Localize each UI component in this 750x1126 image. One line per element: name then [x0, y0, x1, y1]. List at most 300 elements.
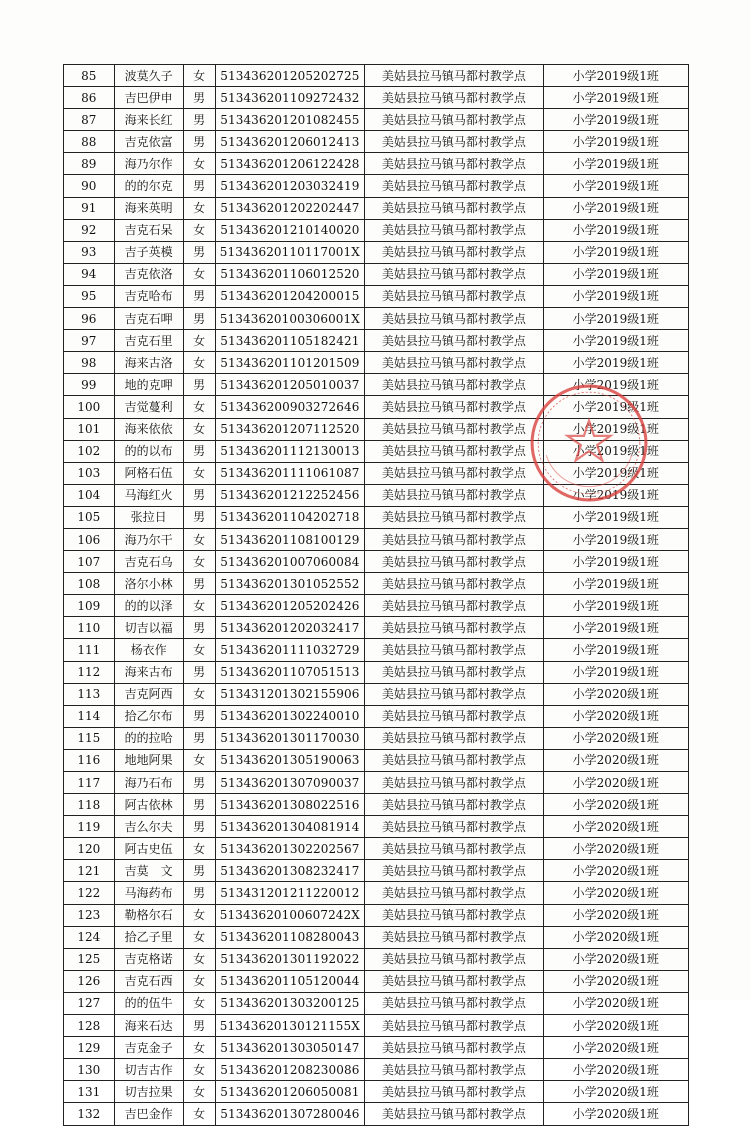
school-name: 美姑县拉马镇马都村教学点: [365, 1037, 543, 1059]
school-name: 美姑县拉马镇马都村教学点: [365, 595, 543, 617]
student-name: 吉克石里: [114, 330, 183, 352]
row-number: 131: [64, 1081, 115, 1103]
student-sex: 女: [183, 65, 215, 87]
row-number: 132: [64, 1103, 115, 1125]
student-sex: 女: [183, 749, 215, 771]
class-name: 小学2019级1班: [543, 109, 688, 131]
class-name: 小学2019级1班: [543, 617, 688, 639]
school-name: 美姑县拉马镇马都村教学点: [365, 153, 543, 175]
school-name: 美姑县拉马镇马都村教学点: [365, 87, 543, 109]
table-row: [64, 153, 689, 175]
student-name: 的的尔克: [114, 175, 183, 197]
student-sex: 男: [183, 506, 215, 528]
table-row: [64, 352, 689, 374]
row-number: 118: [64, 794, 115, 816]
student-name: 波莫久子: [114, 65, 183, 87]
table-row: [64, 440, 689, 462]
student-name: 吉巴金作: [114, 1103, 183, 1125]
row-number: 87: [64, 109, 115, 131]
school-name: 美姑县拉马镇马都村教学点: [365, 816, 543, 838]
row-number: 120: [64, 838, 115, 860]
student-sex: 女: [183, 926, 215, 948]
class-name: 小学2020级1班: [543, 683, 688, 705]
student-name: 吉克石乌: [114, 551, 183, 573]
school-name: 美姑县拉马镇马都村教学点: [365, 308, 543, 330]
row-number: 116: [64, 749, 115, 771]
student-name: 吉克石西: [114, 970, 183, 992]
row-number: 94: [64, 263, 115, 285]
student-name: 吉么尔夫: [114, 816, 183, 838]
student-id-number: 513436201203032419: [215, 175, 365, 197]
table-row: [64, 727, 689, 749]
school-name: 美姑县拉马镇马都村教学点: [365, 65, 543, 87]
class-name: 小学2020级1班: [543, 772, 688, 794]
table-row: [64, 396, 689, 418]
student-sex: 男: [183, 794, 215, 816]
row-number: 126: [64, 970, 115, 992]
student-name: 勒格尔石: [114, 904, 183, 926]
school-name: 美姑县拉马镇马都村教学点: [365, 882, 543, 904]
class-name: 小学2019级1班: [543, 418, 688, 440]
student-name: 吉克阿西: [114, 683, 183, 705]
student-sex: 男: [183, 285, 215, 307]
table-row: [64, 506, 689, 528]
school-name: 美姑县拉马镇马都村教学点: [365, 175, 543, 197]
student-name: 切吉古作: [114, 1059, 183, 1081]
student-sex: 女: [183, 992, 215, 1014]
school-name: 美姑县拉马镇马都村教学点: [365, 1081, 543, 1103]
table-row: [64, 131, 689, 153]
student-sex: 男: [183, 484, 215, 506]
row-number: 97: [64, 330, 115, 352]
student-id-number: 513436201106012520: [215, 263, 365, 285]
class-name: 小学2019级1班: [543, 308, 688, 330]
row-number: 110: [64, 617, 115, 639]
student-sex: 女: [183, 838, 215, 860]
class-name: 小学2019级1班: [543, 506, 688, 528]
student-name: 的的以泽: [114, 595, 183, 617]
school-name: 美姑县拉马镇马都村教学点: [365, 131, 543, 153]
school-name: 美姑县拉马镇马都村教学点: [365, 551, 543, 573]
student-sex: 女: [183, 904, 215, 926]
student-sex: 女: [183, 1103, 215, 1125]
school-name: 美姑县拉马镇马都村教学点: [365, 285, 543, 307]
row-number: 109: [64, 595, 115, 617]
class-name: 小学2019级1班: [543, 175, 688, 197]
row-number: 129: [64, 1037, 115, 1059]
student-name: 海来石达: [114, 1015, 183, 1037]
row-number: 102: [64, 440, 115, 462]
student-sex: 女: [183, 418, 215, 440]
school-name: 美姑县拉马镇马都村教学点: [365, 1103, 543, 1125]
student-sex: 女: [183, 263, 215, 285]
class-name: 小学2020级1班: [543, 926, 688, 948]
student-id-number: 513436201202032417: [215, 617, 365, 639]
student-sex: 男: [183, 440, 215, 462]
student-sex: 女: [183, 153, 215, 175]
row-number: 107: [64, 551, 115, 573]
student-id-number: 51343620100306001X: [215, 308, 365, 330]
student-name: 马海药布: [114, 882, 183, 904]
student-sex: 男: [183, 573, 215, 595]
table-row: [64, 197, 689, 219]
class-name: 小学2019级1班: [543, 241, 688, 263]
table-row: [64, 573, 689, 595]
school-name: 美姑县拉马镇马都村教学点: [365, 904, 543, 926]
student-id-number: 513436201304081914: [215, 816, 365, 838]
student-name: 的的伍牛: [114, 992, 183, 1014]
student-sex: 女: [183, 683, 215, 705]
table-row: [64, 794, 689, 816]
student-name: 吉克石呷: [114, 308, 183, 330]
student-name: 海来古洛: [114, 352, 183, 374]
school-name: 美姑县拉马镇马都村教学点: [365, 683, 543, 705]
student-sex: 女: [183, 551, 215, 573]
school-name: 美姑县拉马镇马都村教学点: [365, 374, 543, 396]
table-row: [64, 904, 689, 926]
student-id-number: 513436201108280043: [215, 926, 365, 948]
table-row: [64, 528, 689, 550]
table-row: [64, 418, 689, 440]
class-name: 小学2019级1班: [543, 484, 688, 506]
student-id-number: 513436201107051513: [215, 661, 365, 683]
student-id-number: 513436201302240010: [215, 705, 365, 727]
student-id-number: 513436201204200015: [215, 285, 365, 307]
student-name: 海乃尔作: [114, 153, 183, 175]
student-id-number: 513436201112130013: [215, 440, 365, 462]
class-name: 小学2020级1班: [543, 1103, 688, 1125]
class-name: 小学2020级1班: [543, 705, 688, 727]
row-number: 101: [64, 418, 115, 440]
table-row: [64, 109, 689, 131]
school-name: 美姑县拉马镇马都村教学点: [365, 727, 543, 749]
student-name: 吉克格诺: [114, 948, 183, 970]
row-number: 96: [64, 308, 115, 330]
student-name: 马海红火: [114, 484, 183, 506]
student-name: 海来英明: [114, 197, 183, 219]
table-row: [64, 462, 689, 484]
student-id-number: 513436201301052552: [215, 573, 365, 595]
student-id-number: 513436201205010037: [215, 374, 365, 396]
row-number: 103: [64, 462, 115, 484]
student-sex: 男: [183, 131, 215, 153]
student-id-number: 513436201111032729: [215, 639, 365, 661]
table-row: [64, 1059, 689, 1081]
student-name: 吉觉蔓利: [114, 396, 183, 418]
student-sex: 女: [183, 595, 215, 617]
table-row: [64, 175, 689, 197]
class-name: 小学2019级1班: [543, 374, 688, 396]
table-row: [64, 65, 689, 87]
row-number: 125: [64, 948, 115, 970]
student-sex: 男: [183, 860, 215, 882]
school-name: 美姑县拉马镇马都村教学点: [365, 794, 543, 816]
table-row: [64, 595, 689, 617]
student-sex: 女: [183, 330, 215, 352]
student-sex: 男: [183, 109, 215, 131]
row-number: 88: [64, 131, 115, 153]
class-name: 小学2019级1班: [543, 330, 688, 352]
student-id-number: 513431201211220012: [215, 882, 365, 904]
student-sex: 男: [183, 87, 215, 109]
table-row: [64, 772, 689, 794]
school-name: 美姑县拉马镇马都村教学点: [365, 992, 543, 1014]
student-name: 洛尔小林: [114, 573, 183, 595]
school-name: 美姑县拉马镇马都村教学点: [365, 241, 543, 263]
school-name: 美姑县拉马镇马都村教学点: [365, 484, 543, 506]
student-id-number: 513436201301192022: [215, 948, 365, 970]
school-name: 美姑县拉马镇马都村教学点: [365, 440, 543, 462]
table-row: [64, 1037, 689, 1059]
row-number: 92: [64, 219, 115, 241]
student-id-number: 513436201105182421: [215, 330, 365, 352]
student-id-number: 513436201206050081: [215, 1081, 365, 1103]
school-name: 美姑县拉马镇马都村教学点: [365, 573, 543, 595]
student-id-number: 513436201206122428: [215, 153, 365, 175]
student-name: 海来古布: [114, 661, 183, 683]
table-row: [64, 705, 689, 727]
school-name: 美姑县拉马镇马都村教学点: [365, 418, 543, 440]
row-number: 117: [64, 772, 115, 794]
school-name: 美姑县拉马镇马都村教学点: [365, 197, 543, 219]
table-row: [64, 330, 689, 352]
school-name: 美姑县拉马镇马都村教学点: [365, 926, 543, 948]
class-name: 小学2020级1班: [543, 860, 688, 882]
class-name: 小学2020级1班: [543, 970, 688, 992]
student-name: 的的拉哈: [114, 727, 183, 749]
student-sex: 女: [183, 396, 215, 418]
student-id-number: 513436201303200125: [215, 992, 365, 1014]
student-sex: 男: [183, 705, 215, 727]
student-name: 海来依依: [114, 418, 183, 440]
class-name: 小学2019级1班: [543, 639, 688, 661]
row-number: 95: [64, 285, 115, 307]
school-name: 美姑县拉马镇马都村教学点: [365, 1059, 543, 1081]
school-name: 美姑县拉马镇马都村教学点: [365, 838, 543, 860]
row-number: 104: [64, 484, 115, 506]
school-name: 美姑县拉马镇马都村教学点: [365, 772, 543, 794]
student-id-number: 513436201308022516: [215, 794, 365, 816]
table-row: [64, 882, 689, 904]
class-name: 小学2020级1班: [543, 749, 688, 771]
school-name: 美姑县拉马镇马都村教学点: [365, 462, 543, 484]
student-name: 吉子英模: [114, 241, 183, 263]
student-sex: 女: [183, 639, 215, 661]
school-name: 美姑县拉马镇马都村教学点: [365, 528, 543, 550]
school-name: 美姑县拉马镇马都村教学点: [365, 617, 543, 639]
class-name: 小学2020级1班: [543, 948, 688, 970]
student-name: 阿格石伍: [114, 462, 183, 484]
row-number: 93: [64, 241, 115, 263]
student-id-number: 513436201111061087: [215, 462, 365, 484]
student-sex: 男: [183, 308, 215, 330]
row-number: 119: [64, 816, 115, 838]
class-name: 小学2020级1班: [543, 1037, 688, 1059]
student-id-number: 513436201007060084: [215, 551, 365, 573]
student-id-number: 513436201208230086: [215, 1059, 365, 1081]
student-name: 吉克依富: [114, 131, 183, 153]
table-row: [64, 970, 689, 992]
student-id-number: 51343620130121155X: [215, 1015, 365, 1037]
student-sex: 男: [183, 617, 215, 639]
table-row: [64, 308, 689, 330]
class-name: 小学2019级1班: [543, 396, 688, 418]
student-sex: 女: [183, 970, 215, 992]
student-sex: 男: [183, 374, 215, 396]
student-roster-table: [63, 64, 689, 1126]
table-row: [64, 617, 689, 639]
row-number: 115: [64, 727, 115, 749]
student-sex: 男: [183, 882, 215, 904]
class-name: 小学2019级1班: [543, 87, 688, 109]
class-name: 小学2019级1班: [543, 263, 688, 285]
table-row: [64, 926, 689, 948]
table-row: [64, 1081, 689, 1103]
student-id-number: 51343620110117001X: [215, 241, 365, 263]
student-name: 杨衣作: [114, 639, 183, 661]
student-id-number: 513436201210140020: [215, 219, 365, 241]
student-name: 吉克依洛: [114, 263, 183, 285]
table-row: [64, 1015, 689, 1037]
student-id-number: 513436201303050147: [215, 1037, 365, 1059]
row-number: 85: [64, 65, 115, 87]
student-name: 切吉以福: [114, 617, 183, 639]
school-name: 美姑县拉马镇马都村教学点: [365, 639, 543, 661]
student-name: 拾乙子里: [114, 926, 183, 948]
student-sex: 女: [183, 528, 215, 550]
table-row: [64, 683, 689, 705]
student-name: 吉巴伊申: [114, 87, 183, 109]
row-number: 99: [64, 374, 115, 396]
student-id-number: 513436201202202447: [215, 197, 365, 219]
student-id-number: 513436201305190063: [215, 749, 365, 771]
class-name: 小学2020级1班: [543, 992, 688, 1014]
student-id-number: 513431201302155906: [215, 683, 365, 705]
class-name: 小学2020级1班: [543, 794, 688, 816]
table-row: [64, 749, 689, 771]
class-name: 小学2019级1班: [543, 551, 688, 573]
table-row: [64, 551, 689, 573]
row-number: 114: [64, 705, 115, 727]
row-number: 106: [64, 528, 115, 550]
student-id-number: 513436201101201509: [215, 352, 365, 374]
table-row: [64, 661, 689, 683]
class-name: 小学2020级1班: [543, 904, 688, 926]
school-name: 美姑县拉马镇马都村教学点: [365, 948, 543, 970]
student-name: 海乃石布: [114, 772, 183, 794]
row-number: 98: [64, 352, 115, 374]
school-name: 美姑县拉马镇马都村教学点: [365, 506, 543, 528]
student-id-number: 513436201205202725: [215, 65, 365, 87]
student-name: 吉克哈布: [114, 285, 183, 307]
row-number: 112: [64, 661, 115, 683]
school-name: 美姑县拉马镇马都村教学点: [365, 860, 543, 882]
class-name: 小学2020级1班: [543, 727, 688, 749]
student-name: 阿古史伍: [114, 838, 183, 860]
class-name: 小学2020级1班: [543, 882, 688, 904]
student-sex: 男: [183, 727, 215, 749]
student-sex: 男: [183, 772, 215, 794]
row-number: 121: [64, 860, 115, 882]
student-id-number: 513436201207112520: [215, 418, 365, 440]
row-number: 124: [64, 926, 115, 948]
table-row: [64, 285, 689, 307]
class-name: 小学2020级1班: [543, 1081, 688, 1103]
student-sex: 男: [183, 175, 215, 197]
student-name: 吉克石呆: [114, 219, 183, 241]
student-name: 拾乙尔布: [114, 705, 183, 727]
school-name: 美姑县拉马镇马都村教学点: [365, 705, 543, 727]
student-id-number: 513436201308232417: [215, 860, 365, 882]
student-sex: 女: [183, 948, 215, 970]
class-name: 小学2019级1班: [543, 573, 688, 595]
student-name: 地地阿果: [114, 749, 183, 771]
school-name: 美姑县拉马镇马都村教学点: [365, 219, 543, 241]
student-sex: 女: [183, 1059, 215, 1081]
row-number: 127: [64, 992, 115, 1014]
student-id-number: 513436201212252456: [215, 484, 365, 506]
row-number: 105: [64, 506, 115, 528]
student-sex: 男: [183, 241, 215, 263]
student-id-number: 513436201104202718: [215, 506, 365, 528]
row-number: 113: [64, 683, 115, 705]
row-number: 111: [64, 639, 115, 661]
student-name: 阿古依林: [114, 794, 183, 816]
row-number: 90: [64, 175, 115, 197]
student-sex: 男: [183, 661, 215, 683]
table-row: [64, 219, 689, 241]
table-row: [64, 1103, 689, 1125]
student-id-number: 513436201302202567: [215, 838, 365, 860]
table-row: [64, 639, 689, 661]
table-row: [64, 860, 689, 882]
student-sex: 女: [183, 352, 215, 374]
table-row: [64, 484, 689, 506]
student-sex: 男: [183, 1015, 215, 1037]
class-name: 小学2019级1班: [543, 595, 688, 617]
class-name: 小学2020级1班: [543, 838, 688, 860]
row-number: 100: [64, 396, 115, 418]
student-id-number: 513436201307280046: [215, 1103, 365, 1125]
student-name: 切吉拉果: [114, 1081, 183, 1103]
student-name: 张拉日: [114, 506, 183, 528]
student-id-number: 513436201108100129: [215, 528, 365, 550]
school-name: 美姑县拉马镇马都村教学点: [365, 749, 543, 771]
student-id-number: 513436201206012413: [215, 131, 365, 153]
table-row: [64, 87, 689, 109]
row-number: 108: [64, 573, 115, 595]
table-row: [64, 263, 689, 285]
student-sex: 女: [183, 1037, 215, 1059]
class-name: 小学2019级1班: [543, 352, 688, 374]
student-sex: 女: [183, 197, 215, 219]
school-name: 美姑县拉马镇马都村教学点: [365, 661, 543, 683]
student-name: 地的克呷: [114, 374, 183, 396]
student-sex: 女: [183, 1081, 215, 1103]
table-row: [64, 992, 689, 1014]
class-name: 小学2019级1班: [543, 440, 688, 462]
table-row: [64, 838, 689, 860]
row-number: 130: [64, 1059, 115, 1081]
student-id-number: 513436201301170030: [215, 727, 365, 749]
student-id-number: 513436201307090037: [215, 772, 365, 794]
row-number: 122: [64, 882, 115, 904]
school-name: 美姑县拉马镇马都村教学点: [365, 1015, 543, 1037]
student-name: 吉克金子: [114, 1037, 183, 1059]
school-name: 美姑县拉马镇马都村教学点: [365, 396, 543, 418]
school-name: 美姑县拉马镇马都村教学点: [365, 109, 543, 131]
class-name: 小学2020级1班: [543, 1015, 688, 1037]
